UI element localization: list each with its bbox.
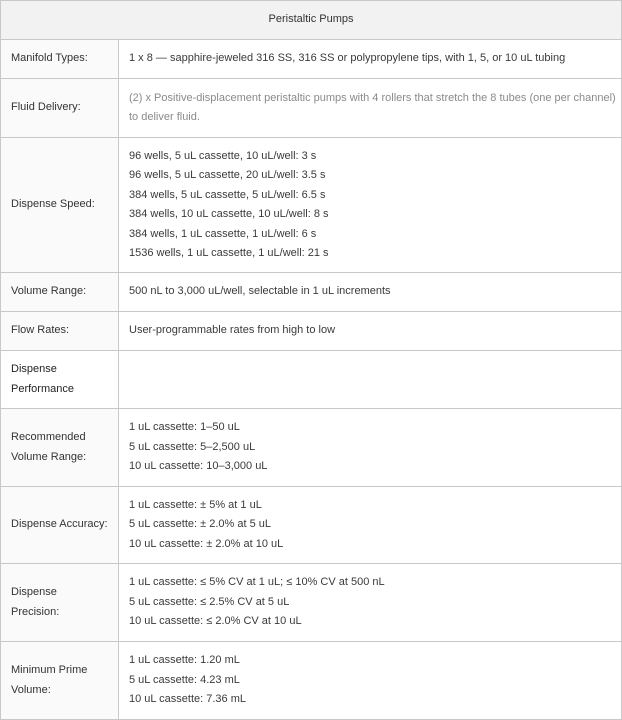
row-label: Fluid Delivery: (1, 79, 119, 138)
table-row (1, 409, 622, 487)
row-value (119, 409, 622, 487)
section-row (1, 351, 622, 409)
row-value (119, 273, 622, 312)
table-header-row (1, 1, 622, 40)
table-row (1, 487, 622, 564)
value-line: 5 uL cassette: ≤ 2.5% CV at 5 uL (129, 595, 290, 608)
value-line: 384 wells, 10 uL cassette, 10 uL/well: 8 s (129, 208, 329, 220)
section-heading (1, 351, 119, 409)
value-line: 10 uL cassette: ≤ 2.0% CV at 10 uL (129, 615, 302, 628)
label-line: Minimum Prime (11, 664, 88, 676)
value-line: 1536 wells, 1 uL cassette, 1 uL/well: 21 s (129, 247, 329, 259)
value-line: 96 wells, 5 uL cassette, 20 uL/well: 3.5 s (129, 169, 326, 181)
value-line: 10 uL cassette: 10–3,000 uL (129, 460, 268, 473)
row-value (119, 487, 622, 564)
value-line: 1 uL cassette: ≤ 5% CV at 1 uL; ≤ 10% CV at 500 nL (129, 576, 385, 589)
value-line: 1 uL cassette: 1–50 uL (129, 421, 240, 434)
value-line: 5 uL cassette: ± 2.0% at 5 uL (129, 518, 271, 531)
section-heading-line: Performance (11, 382, 74, 395)
table-row (1, 312, 622, 351)
table-row (1, 79, 622, 138)
row-label: Dispense Speed: (1, 138, 119, 273)
value-line: 384 wells, 1 uL cassette, 1 uL/well: 6 s (129, 227, 317, 240)
row-label: Manifold Types: (1, 40, 119, 79)
value-line: 1 uL cassette: ± 5% at 1 uL (129, 498, 262, 511)
table-row (1, 642, 622, 720)
label-line: Volume: (11, 683, 51, 696)
table-row (1, 138, 622, 273)
table-row (1, 40, 622, 79)
row-value (119, 642, 622, 720)
section-heading-line: Dispense (11, 363, 57, 375)
value-line: 96 wells, 5 uL cassette, 10 uL/well: 3 s (129, 149, 317, 162)
row-value (119, 312, 622, 351)
row-label: Flow Rates: (1, 312, 119, 351)
label-line: Volume Range: (11, 450, 87, 463)
value-line: 500 nL to 3,000 uL/well, selectable in 1 uL increments (129, 285, 391, 298)
row-value (119, 79, 622, 138)
value-line: 5 uL cassette: 4.23 mL (129, 673, 240, 686)
value-line: 1 uL cassette: 1.20 mL (129, 654, 240, 667)
value-line: 10 uL cassette: ± 2.0% at 10 uL (129, 537, 284, 550)
row-value-empty (119, 351, 622, 409)
row-label: Dispense Accuracy: (1, 487, 119, 564)
row-value (119, 40, 622, 79)
value-line: User-programmable rates from high to low (129, 324, 336, 337)
table-row (1, 273, 622, 312)
label-line: Recommended (11, 431, 86, 443)
row-value (119, 564, 622, 642)
value-line: 384 wells, 5 uL cassette, 5 uL/well: 6.5 s (129, 188, 326, 201)
row-label: Volume Range: (1, 273, 119, 312)
value-line: to deliver fluid. (129, 111, 200, 123)
table-title: Peristaltic Pumps (1, 1, 622, 40)
table-row (1, 564, 622, 642)
value-line: 10 uL cassette: 7.36 mL (129, 693, 246, 706)
value-line: 1 x 8 — sapphire-jeweled 316 SS, 316 SS or polypropylene tips, with 1, 5, or 10 uL tubing (129, 52, 566, 65)
row-label: Dispense Precision: (1, 564, 119, 642)
row-value (119, 138, 622, 273)
row-label (1, 642, 119, 720)
value-line: 5 uL cassette: 5–2,500 uL (129, 440, 256, 453)
value-line: (2) x Positive-displacement peristaltic pumps with 4 rollers that stretch the 8 tubes (one per channel) (129, 91, 616, 104)
row-label (1, 409, 119, 487)
